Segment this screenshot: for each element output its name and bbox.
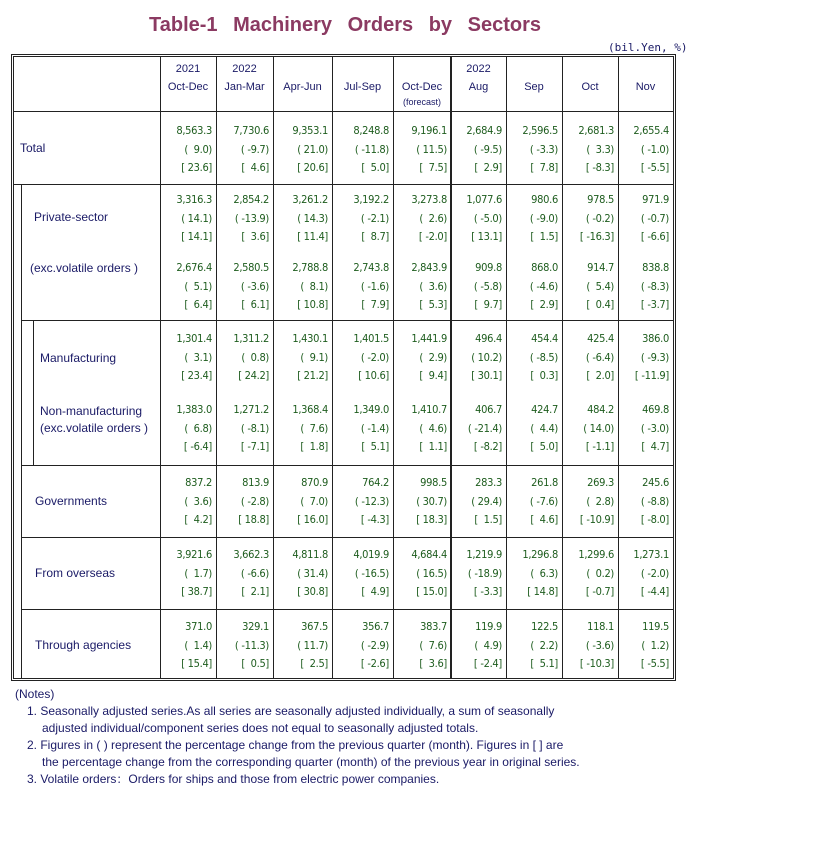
change-prev-cell: ( -1.4) bbox=[360, 421, 389, 435]
change-yoy-cell: [ 4.7] bbox=[641, 440, 669, 453]
value-cell: 971.9 bbox=[642, 193, 669, 206]
change-prev-cell: ( -6.4) bbox=[585, 350, 614, 364]
row-label: From overseas bbox=[35, 566, 116, 580]
change-prev-cell: ( 3.6) bbox=[419, 279, 447, 293]
change-prev-cell: ( 7.0) bbox=[300, 494, 328, 508]
row-label: Total bbox=[20, 141, 46, 155]
value-cell: 1,430.1 bbox=[292, 332, 328, 345]
value-cell: 1,296.8 bbox=[522, 548, 558, 561]
value-cell: 1,441.9 bbox=[411, 332, 447, 345]
value-cell: 1,077.6 bbox=[466, 193, 502, 206]
change-prev-cell: ( 3.6) bbox=[184, 494, 212, 508]
change-yoy-cell: [ 13.1] bbox=[471, 230, 502, 243]
column-header-year bbox=[332, 60, 393, 78]
grid-line bbox=[14, 111, 673, 112]
column-header-year: 2022 bbox=[232, 63, 257, 75]
change-prev-cell: ( -2.1) bbox=[360, 211, 389, 225]
change-yoy-cell: [ -10.9] bbox=[579, 513, 614, 526]
change-prev-cell: ( 3.3) bbox=[586, 142, 614, 156]
change-yoy-cell: [ 4.6] bbox=[241, 161, 269, 174]
column-header-period: Aug bbox=[468, 81, 489, 93]
change-yoy-cell: [ 38.7] bbox=[181, 585, 212, 598]
value-cell: 980.6 bbox=[531, 193, 558, 206]
change-prev-cell: ( -8.1) bbox=[240, 421, 269, 435]
change-yoy-cell: [ 2.9] bbox=[474, 161, 502, 174]
column-header-period: Nov bbox=[635, 81, 656, 93]
change-yoy-cell: [ -4.4] bbox=[640, 585, 669, 598]
change-prev-cell: ( 16.5) bbox=[416, 566, 447, 580]
column-header bbox=[506, 60, 562, 96]
column-header-period: Jul-Sep bbox=[343, 81, 382, 93]
value-cell: 870.9 bbox=[301, 476, 328, 489]
change-prev-cell: ( 10.2) bbox=[471, 350, 502, 364]
value-cell: 356.7 bbox=[362, 620, 389, 633]
change-prev-cell: ( -8.3) bbox=[640, 279, 669, 293]
value-cell: 9,196.1 bbox=[411, 124, 447, 137]
change-prev-cell: ( -11.3) bbox=[234, 638, 269, 652]
change-prev-cell: ( 7.6) bbox=[300, 421, 328, 435]
change-yoy-cell: [ 4.2] bbox=[184, 513, 212, 526]
change-yoy-cell: [ 2.5] bbox=[300, 657, 328, 670]
change-yoy-cell: [ -6.6] bbox=[640, 230, 669, 243]
change-yoy-cell: [ 7.8] bbox=[530, 161, 558, 174]
value-cell: 283.3 bbox=[475, 476, 502, 489]
change-yoy-cell: [ -8.2] bbox=[473, 440, 502, 453]
change-yoy-cell: [ 0.3] bbox=[530, 369, 558, 382]
value-cell: 2,596.5 bbox=[522, 124, 558, 137]
change-prev-cell: ( -21.4) bbox=[467, 421, 502, 435]
change-yoy-cell: [ -5.5] bbox=[640, 657, 669, 670]
value-cell: 838.8 bbox=[642, 261, 669, 274]
change-yoy-cell: [ 20.6] bbox=[297, 161, 328, 174]
column-header-year bbox=[393, 60, 451, 78]
note-line: 3. Volatile orders：Orders for ships and those from electric power companies. bbox=[27, 772, 440, 786]
column-header-year bbox=[562, 60, 618, 78]
change-prev-cell: ( 7.6) bbox=[419, 638, 447, 652]
value-cell: 764.2 bbox=[362, 476, 389, 489]
value-cell: 3,316.3 bbox=[176, 193, 212, 206]
value-cell: 868.0 bbox=[531, 261, 558, 274]
value-cell: 329.1 bbox=[242, 620, 269, 633]
column-header-year bbox=[618, 60, 673, 78]
value-cell: 914.7 bbox=[587, 261, 614, 274]
value-cell: 484.2 bbox=[587, 403, 614, 416]
change-prev-cell: ( 3.1) bbox=[184, 350, 212, 364]
value-cell: 1,383.0 bbox=[176, 403, 212, 416]
change-yoy-cell: [ 7.9] bbox=[361, 298, 389, 311]
unit-label: (bil.Yen, %) bbox=[608, 41, 688, 54]
value-cell: 1,410.7 bbox=[411, 403, 447, 416]
change-yoy-cell: [ -0.7] bbox=[585, 585, 614, 598]
value-cell: 2,676.4 bbox=[176, 261, 212, 274]
change-prev-cell: ( 2.9) bbox=[419, 350, 447, 364]
note-line: the percentage change from the corresponding quarter (month) of the previous year in original series. bbox=[42, 755, 580, 769]
grid-line bbox=[21, 184, 22, 679]
change-yoy-cell: [ 5.1] bbox=[361, 440, 389, 453]
value-cell: 8,563.3 bbox=[176, 124, 212, 137]
change-prev-cell: ( 8.1) bbox=[300, 279, 328, 293]
row-label: Manufacturing bbox=[40, 351, 117, 365]
change-yoy-cell: [ 10.6] bbox=[358, 369, 389, 382]
change-prev-cell: ( 5.1) bbox=[184, 279, 212, 293]
change-yoy-cell: [ 1.1] bbox=[419, 440, 447, 453]
grid-line bbox=[21, 465, 673, 466]
value-cell: 2,684.9 bbox=[466, 124, 502, 137]
change-prev-cell: ( -7.6) bbox=[529, 494, 558, 508]
change-yoy-cell: [ 2.9] bbox=[530, 298, 558, 311]
change-prev-cell: ( -8.5) bbox=[529, 350, 558, 364]
value-cell: 122.5 bbox=[531, 620, 558, 633]
change-prev-cell: ( -3.3) bbox=[529, 142, 558, 156]
value-cell: 1,271.2 bbox=[233, 403, 269, 416]
change-prev-cell: ( -1.0) bbox=[640, 142, 669, 156]
grid-line bbox=[21, 537, 673, 538]
change-prev-cell: ( -2.0) bbox=[640, 566, 669, 580]
column-header-year bbox=[273, 60, 332, 78]
value-cell: 3,273.8 bbox=[411, 193, 447, 206]
change-yoy-cell: [ -2.6] bbox=[360, 657, 389, 670]
change-yoy-cell: [ -3.3] bbox=[473, 585, 502, 598]
value-cell: 245.6 bbox=[642, 476, 669, 489]
column-header-year: 2021 bbox=[175, 63, 201, 75]
value-cell: 2,854.2 bbox=[233, 193, 269, 206]
change-yoy-cell: [ 5.1] bbox=[530, 657, 558, 670]
change-prev-cell: ( -9.7) bbox=[240, 142, 269, 156]
change-prev-cell: ( 1.7) bbox=[184, 566, 212, 580]
column-header-year bbox=[506, 60, 562, 78]
value-cell: 3,662.3 bbox=[233, 548, 269, 561]
column-header bbox=[332, 60, 393, 96]
change-prev-cell: ( -0.2) bbox=[585, 211, 614, 225]
value-cell: 3,921.6 bbox=[176, 548, 212, 561]
change-prev-cell: ( 11.5) bbox=[416, 142, 447, 156]
change-yoy-cell: [ 23.6] bbox=[181, 161, 212, 174]
value-cell: 119.9 bbox=[475, 620, 502, 633]
value-cell: 1,299.6 bbox=[578, 548, 614, 561]
value-cell: 3,261.2 bbox=[292, 193, 328, 206]
change-prev-cell: ( -6.6) bbox=[240, 566, 269, 580]
change-prev-cell: ( 30.7) bbox=[416, 494, 447, 508]
change-prev-cell: ( 9.1) bbox=[300, 350, 328, 364]
row-label: (exc.volatile orders ) bbox=[40, 421, 149, 435]
value-cell: 2,655.4 bbox=[633, 124, 669, 137]
change-prev-cell: ( 14.0) bbox=[583, 421, 614, 435]
change-yoy-cell: [ 14.8] bbox=[527, 585, 558, 598]
change-yoy-cell: [ -11.9] bbox=[634, 369, 669, 382]
change-yoy-cell: [ 0.4] bbox=[586, 298, 614, 311]
change-yoy-cell: [ 6.1] bbox=[241, 298, 269, 311]
change-yoy-cell: [ 21.2] bbox=[297, 369, 328, 382]
change-yoy-cell: [ 11.4] bbox=[297, 230, 328, 243]
change-yoy-cell: [ 1.5] bbox=[474, 513, 502, 526]
change-prev-cell: ( -12.3) bbox=[354, 494, 389, 508]
change-prev-cell: ( -18.9) bbox=[467, 566, 502, 580]
change-yoy-cell: [ -8.3] bbox=[585, 161, 614, 174]
value-cell: 813.9 bbox=[242, 476, 269, 489]
value-cell: 909.8 bbox=[475, 261, 502, 274]
row-label: Non-manufacturing bbox=[40, 404, 143, 418]
column-header-year: 2022 bbox=[466, 63, 491, 75]
change-prev-cell: ( 6.3) bbox=[530, 566, 558, 580]
note-line: 2. Figures in ( ) represent the percentage change from the previous quarter (month). Figures in [ ] are bbox=[27, 738, 564, 752]
change-prev-cell: ( -9.3) bbox=[640, 350, 669, 364]
column-header bbox=[160, 60, 216, 96]
value-cell: 424.7 bbox=[531, 403, 558, 416]
value-cell: 1,401.5 bbox=[353, 332, 389, 345]
column-header-period: Oct bbox=[581, 81, 599, 93]
value-cell: 1,349.0 bbox=[353, 403, 389, 416]
table-title: Table-1 Machinery Orders by Sectors bbox=[149, 14, 541, 36]
value-cell: 2,843.9 bbox=[411, 261, 447, 274]
change-prev-cell: ( -3.6) bbox=[585, 638, 614, 652]
value-cell: 978.5 bbox=[587, 193, 614, 206]
change-prev-cell: ( 21.0) bbox=[297, 142, 328, 156]
value-cell: 837.2 bbox=[185, 476, 212, 489]
value-cell: 386.0 bbox=[642, 332, 669, 345]
change-yoy-cell: [ 5.0] bbox=[530, 440, 558, 453]
change-prev-cell: ( -2.0) bbox=[360, 350, 389, 364]
change-yoy-cell: [ 15.4] bbox=[181, 657, 212, 670]
value-cell: 2,743.8 bbox=[353, 261, 389, 274]
value-cell: 425.4 bbox=[587, 332, 614, 345]
change-yoy-cell: [ 1.8] bbox=[300, 440, 328, 453]
value-cell: 367.5 bbox=[301, 620, 328, 633]
column-header bbox=[273, 60, 332, 96]
change-yoy-cell: [ -8.0] bbox=[640, 513, 669, 526]
change-yoy-cell: [ -10.3] bbox=[579, 657, 614, 670]
change-yoy-cell: [ -16.3] bbox=[579, 230, 614, 243]
change-yoy-cell: [ 3.6] bbox=[241, 230, 269, 243]
change-prev-cell: ( 14.1) bbox=[181, 211, 212, 225]
change-prev-cell: ( 4.4) bbox=[530, 421, 558, 435]
change-prev-cell: ( -3.6) bbox=[240, 279, 269, 293]
notes-heading: (Notes) bbox=[15, 687, 55, 701]
change-yoy-cell: [ 4.9] bbox=[361, 585, 389, 598]
change-prev-cell: ( 11.7) bbox=[297, 638, 328, 652]
grid-line bbox=[21, 320, 673, 321]
value-cell: 3,192.2 bbox=[353, 193, 389, 206]
machinery-orders-table bbox=[11, 54, 676, 681]
value-cell: 9,353.1 bbox=[292, 124, 328, 137]
value-cell: 119.5 bbox=[642, 620, 669, 633]
change-prev-cell: ( -11.8) bbox=[354, 142, 389, 156]
change-yoy-cell: [ 4.6] bbox=[530, 513, 558, 526]
row-label: Governments bbox=[35, 494, 108, 508]
value-cell: 383.7 bbox=[420, 620, 447, 633]
change-yoy-cell: [ 8.7] bbox=[361, 230, 389, 243]
column-header bbox=[216, 60, 273, 96]
change-prev-cell: ( 2.8) bbox=[586, 494, 614, 508]
change-yoy-cell: [ 18.8] bbox=[238, 513, 269, 526]
change-yoy-cell: [ 30.8] bbox=[297, 585, 328, 598]
change-yoy-cell: [ -2.0] bbox=[418, 230, 447, 243]
change-yoy-cell: [ 24.2] bbox=[238, 369, 269, 382]
value-cell: 1,273.1 bbox=[633, 548, 669, 561]
change-prev-cell: ( 31.4) bbox=[297, 566, 328, 580]
change-yoy-cell: [ -1.1] bbox=[585, 440, 614, 453]
grid-line bbox=[33, 320, 34, 465]
value-cell: 406.7 bbox=[475, 403, 502, 416]
change-yoy-cell: [ 16.0] bbox=[297, 513, 328, 526]
change-prev-cell: ( -9.0) bbox=[529, 211, 558, 225]
column-header-period: Oct-Dec bbox=[167, 81, 209, 93]
change-yoy-cell: [ 6.4] bbox=[184, 298, 212, 311]
value-cell: 2,580.5 bbox=[233, 261, 269, 274]
value-cell: 454.4 bbox=[531, 332, 558, 345]
change-prev-cell: ( 0.2) bbox=[586, 566, 614, 580]
change-yoy-cell: [ 9.7] bbox=[474, 298, 502, 311]
change-prev-cell: ( 4.6) bbox=[419, 421, 447, 435]
value-cell: 496.4 bbox=[475, 332, 502, 345]
change-yoy-cell: [ 7.5] bbox=[419, 161, 447, 174]
value-cell: 469.8 bbox=[642, 403, 669, 416]
change-yoy-cell: [ -4.3] bbox=[360, 513, 389, 526]
value-cell: 2,788.8 bbox=[292, 261, 328, 274]
column-header-note: (forecast) bbox=[402, 97, 441, 107]
change-prev-cell: ( 0.8) bbox=[241, 350, 269, 364]
note-line: adjusted individual/component series does not equal to seasonally adjusted totals. bbox=[42, 721, 479, 735]
change-yoy-cell: [ 0.5] bbox=[241, 657, 269, 670]
value-cell: 118.1 bbox=[587, 620, 614, 633]
value-cell: 4,684.4 bbox=[411, 548, 447, 561]
change-prev-cell: ( 14.3) bbox=[297, 211, 328, 225]
change-prev-cell: ( -16.5) bbox=[354, 566, 389, 580]
value-cell: 1,219.9 bbox=[466, 548, 502, 561]
change-yoy-cell: [ 23.4] bbox=[181, 369, 212, 382]
change-yoy-cell: [ 1.5] bbox=[530, 230, 558, 243]
change-yoy-cell: [ 2.1] bbox=[241, 585, 269, 598]
change-yoy-cell: [ 9.4] bbox=[419, 369, 447, 382]
change-prev-cell: ( 9.0) bbox=[184, 142, 212, 156]
change-prev-cell: ( 4.9) bbox=[474, 638, 502, 652]
change-prev-cell: ( -5.8) bbox=[473, 279, 502, 293]
value-cell: 7,730.6 bbox=[233, 124, 269, 137]
change-prev-cell: ( -3.0) bbox=[640, 421, 669, 435]
value-cell: 1,301.4 bbox=[176, 332, 212, 345]
change-yoy-cell: [ 3.6] bbox=[419, 657, 447, 670]
value-cell: 4,811.8 bbox=[292, 548, 328, 561]
column-header bbox=[618, 60, 673, 96]
change-yoy-cell: [ 5.3] bbox=[419, 298, 447, 311]
change-yoy-cell: [ -7.1] bbox=[240, 440, 269, 453]
change-prev-cell: ( -13.9) bbox=[234, 211, 269, 225]
change-yoy-cell: [ 15.0] bbox=[416, 585, 447, 598]
change-yoy-cell: [ 10.8] bbox=[297, 298, 328, 311]
change-yoy-cell: [ 5.0] bbox=[361, 161, 389, 174]
change-yoy-cell: [ 18.3] bbox=[416, 513, 447, 526]
change-prev-cell: ( -8.8) bbox=[640, 494, 669, 508]
change-prev-cell: ( 1.4) bbox=[184, 638, 212, 652]
column-header-period: Sep bbox=[524, 81, 544, 93]
change-prev-cell: ( 29.4) bbox=[471, 494, 502, 508]
row-label: (exc.volatile orders ) bbox=[30, 261, 139, 275]
change-yoy-cell: [ -6.4] bbox=[183, 440, 212, 453]
value-cell: 1,368.4 bbox=[292, 403, 328, 416]
change-yoy-cell: [ 14.1] bbox=[181, 230, 212, 243]
grid-line bbox=[14, 184, 673, 185]
value-cell: 371.0 bbox=[185, 620, 212, 633]
change-prev-cell: ( 6.8) bbox=[184, 421, 212, 435]
change-yoy-cell: [ 2.0] bbox=[586, 369, 614, 382]
value-cell: 269.3 bbox=[587, 476, 614, 489]
change-prev-cell: ( -0.7) bbox=[640, 211, 669, 225]
change-prev-cell: ( 1.2) bbox=[641, 638, 669, 652]
row-label: Private-sector bbox=[34, 210, 109, 224]
change-prev-cell: ( -1.6) bbox=[360, 279, 389, 293]
change-prev-cell: ( 2.6) bbox=[419, 211, 447, 225]
column-header-period: Apr-Jun bbox=[283, 81, 322, 93]
change-yoy-cell: [ -3.7] bbox=[640, 298, 669, 311]
change-prev-cell: ( 2.2) bbox=[530, 638, 558, 652]
notes-section bbox=[15, 686, 580, 788]
value-cell: 998.5 bbox=[420, 476, 447, 489]
value-cell: 2,681.3 bbox=[578, 124, 614, 137]
value-cell: 261.8 bbox=[531, 476, 558, 489]
column-header bbox=[393, 60, 451, 108]
column-header bbox=[562, 60, 618, 96]
change-prev-cell: ( -9.5) bbox=[473, 142, 502, 156]
change-prev-cell: ( -2.9) bbox=[360, 638, 389, 652]
value-cell: 8,248.8 bbox=[353, 124, 389, 137]
column-header-period: Jan-Mar bbox=[224, 81, 265, 93]
change-prev-cell: ( -4.6) bbox=[529, 279, 558, 293]
value-cell: 4,019.9 bbox=[353, 548, 389, 561]
note-line: 1. Seasonally adjusted series.As all series are seasonally adjusted individually, a sum of seasonally bbox=[27, 704, 555, 718]
change-yoy-cell: [ -5.5] bbox=[640, 161, 669, 174]
change-prev-cell: ( -5.0) bbox=[473, 211, 502, 225]
column-header bbox=[451, 60, 506, 96]
grid-line bbox=[21, 609, 673, 610]
change-yoy-cell: [ 30.1] bbox=[471, 369, 502, 382]
row-label: Through agencies bbox=[35, 638, 132, 652]
change-prev-cell: ( -2.8) bbox=[240, 494, 269, 508]
value-cell: 1,311.2 bbox=[233, 332, 269, 345]
change-yoy-cell: [ -2.4] bbox=[473, 657, 502, 670]
change-prev-cell: ( 5.4) bbox=[586, 279, 614, 293]
column-header-period: Oct-Dec bbox=[401, 81, 443, 93]
